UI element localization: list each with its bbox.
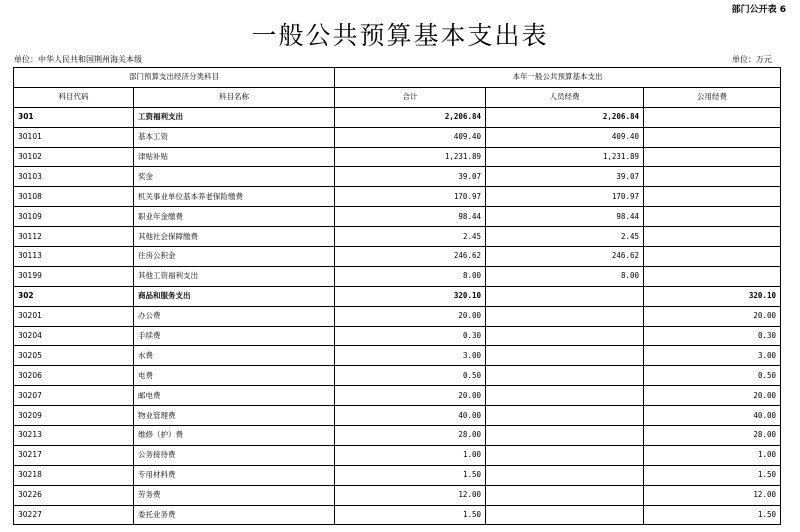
table-row bbox=[14, 107, 781, 127]
table-row bbox=[14, 247, 781, 267]
cell-public: 3.00 bbox=[644, 346, 781, 366]
cell-personnel: 98.44 bbox=[486, 207, 644, 227]
cell-public: 1.50 bbox=[644, 505, 781, 525]
cell-name: 基本工资 bbox=[134, 127, 335, 147]
cell-name: 商品和服务支出 bbox=[134, 286, 335, 306]
cell-public bbox=[644, 147, 781, 167]
cell-public bbox=[644, 107, 781, 127]
cell-code: 30218 bbox=[14, 465, 134, 485]
unit-currency-label: 单位：万元 bbox=[732, 55, 772, 64]
cell-code: 30101 bbox=[14, 127, 134, 147]
table-row bbox=[14, 227, 781, 247]
cell-total: 0.30 bbox=[335, 326, 486, 346]
cell-public: 20.00 bbox=[644, 386, 781, 406]
cell-public: 12.00 bbox=[644, 485, 781, 505]
cell-personnel: 246.62 bbox=[486, 247, 644, 267]
table-row bbox=[14, 426, 781, 446]
group-header-classification: 部门预算支出经济分类科目 bbox=[14, 68, 335, 88]
cell-name: 其他社会保障缴费 bbox=[134, 227, 335, 247]
cell-name: 机关事业单位基本养老保险缴费 bbox=[134, 187, 335, 207]
cell-public: 28.00 bbox=[644, 426, 781, 446]
cell-code: 30205 bbox=[14, 346, 134, 366]
table-number-label: 部门公开表 6 bbox=[731, 5, 786, 15]
cell-personnel bbox=[486, 346, 644, 366]
cell-public: 0.50 bbox=[644, 366, 781, 386]
cell-name: 津贴补贴 bbox=[134, 147, 335, 167]
cell-personnel bbox=[486, 286, 644, 306]
cell-personnel bbox=[486, 465, 644, 485]
cell-total: 3.00 bbox=[335, 346, 486, 366]
unit-organization-label: 单位：中华人民共和国荆州海关本级 bbox=[14, 55, 142, 64]
table-row bbox=[14, 406, 781, 426]
table-column-header-row bbox=[14, 87, 781, 107]
cell-name: 劳务费 bbox=[134, 485, 335, 505]
cell-name: 物业管理费 bbox=[134, 406, 335, 426]
cell-name: 维修（护）费 bbox=[134, 426, 335, 446]
group-header-expenditure: 本年一般公共预算基本支出 bbox=[335, 68, 781, 88]
cell-code: 30207 bbox=[14, 386, 134, 406]
cell-personnel: 2.45 bbox=[486, 227, 644, 247]
cell-total: 1.50 bbox=[335, 505, 486, 525]
cell-code: 30226 bbox=[14, 485, 134, 505]
cell-code: 30102 bbox=[14, 147, 134, 167]
column-header-public: 公用经费 bbox=[644, 87, 781, 107]
table-row bbox=[14, 266, 781, 286]
cell-total: 8.00 bbox=[335, 266, 486, 286]
column-header-name: 科目名称 bbox=[134, 87, 335, 107]
table-row bbox=[14, 386, 781, 406]
table-row bbox=[14, 167, 781, 187]
cell-personnel: 170.97 bbox=[486, 187, 644, 207]
cell-code: 30103 bbox=[14, 167, 134, 187]
column-header-total: 合计 bbox=[335, 87, 486, 107]
table-row bbox=[14, 127, 781, 147]
cell-personnel: 1,231.89 bbox=[486, 147, 644, 167]
cell-name: 电费 bbox=[134, 366, 335, 386]
cell-personnel bbox=[486, 505, 644, 525]
table-row bbox=[14, 465, 781, 485]
cell-name: 工资福利支出 bbox=[134, 107, 335, 127]
table-row bbox=[14, 187, 781, 207]
cell-personnel: 8.00 bbox=[486, 266, 644, 286]
cell-total: 1.00 bbox=[335, 445, 486, 465]
cell-personnel: 409.40 bbox=[486, 127, 644, 147]
cell-public: 20.00 bbox=[644, 306, 781, 326]
table-row bbox=[14, 485, 781, 505]
cell-name: 委托业务费 bbox=[134, 505, 335, 525]
cell-code: 30113 bbox=[14, 247, 134, 267]
cell-name: 邮电费 bbox=[134, 386, 335, 406]
cell-public bbox=[644, 167, 781, 187]
cell-name: 专用材料费 bbox=[134, 465, 335, 485]
cell-personnel bbox=[486, 386, 644, 406]
cell-code: 30209 bbox=[14, 406, 134, 426]
table-row bbox=[14, 326, 781, 346]
cell-public: 40.00 bbox=[644, 406, 781, 426]
cell-total: 20.00 bbox=[335, 306, 486, 326]
cell-name: 办公费 bbox=[134, 306, 335, 326]
column-header-code: 科目代码 bbox=[14, 87, 134, 107]
cell-name: 水费 bbox=[134, 346, 335, 366]
cell-public: 1.00 bbox=[644, 445, 781, 465]
cell-personnel bbox=[486, 426, 644, 446]
cell-code: 30199 bbox=[14, 266, 134, 286]
cell-total: 28.00 bbox=[335, 426, 486, 446]
budget-table bbox=[13, 67, 781, 525]
table-row bbox=[14, 346, 781, 366]
table-row bbox=[14, 306, 781, 326]
cell-total: 1,231.89 bbox=[335, 147, 486, 167]
cell-name: 手续费 bbox=[134, 326, 335, 346]
cell-total: 320.10 bbox=[335, 286, 486, 306]
table-row bbox=[14, 366, 781, 386]
cell-total: 2,206.84 bbox=[335, 107, 486, 127]
cell-total: 20.00 bbox=[335, 386, 486, 406]
table-row bbox=[14, 445, 781, 465]
table-row bbox=[14, 147, 781, 167]
cell-personnel bbox=[486, 406, 644, 426]
cell-personnel bbox=[486, 306, 644, 326]
cell-total: 12.00 bbox=[335, 485, 486, 505]
cell-total: 40.00 bbox=[335, 406, 486, 426]
cell-code: 30201 bbox=[14, 306, 134, 326]
cell-personnel bbox=[486, 366, 644, 386]
cell-name: 奖金 bbox=[134, 167, 335, 187]
column-header-personnel: 人员经费 bbox=[486, 87, 644, 107]
cell-total: 1.50 bbox=[335, 465, 486, 485]
cell-public: 0.30 bbox=[644, 326, 781, 346]
table-group-header-row bbox=[14, 68, 781, 88]
page-title: 一般公共预算基本支出表 bbox=[251, 21, 549, 50]
cell-personnel: 39.07 bbox=[486, 167, 644, 187]
cell-total: 0.50 bbox=[335, 366, 486, 386]
cell-code: 30108 bbox=[14, 187, 134, 207]
cell-personnel: 2,206.84 bbox=[486, 107, 644, 127]
cell-code: 30227 bbox=[14, 505, 134, 525]
cell-personnel bbox=[486, 445, 644, 465]
cell-total: 2.45 bbox=[335, 227, 486, 247]
cell-personnel bbox=[486, 326, 644, 346]
cell-code: 30109 bbox=[14, 207, 134, 227]
cell-code: 30206 bbox=[14, 366, 134, 386]
cell-personnel bbox=[486, 485, 644, 505]
cell-public bbox=[644, 266, 781, 286]
table-row bbox=[14, 286, 781, 306]
cell-public bbox=[644, 247, 781, 267]
cell-total: 39.07 bbox=[335, 167, 486, 187]
cell-public: 320.10 bbox=[644, 286, 781, 306]
cell-public bbox=[644, 207, 781, 227]
cell-code: 30213 bbox=[14, 426, 134, 446]
cell-code: 301 bbox=[14, 107, 134, 127]
cell-code: 30204 bbox=[14, 326, 134, 346]
cell-public: 1.50 bbox=[644, 465, 781, 485]
cell-name: 公务接待费 bbox=[134, 445, 335, 465]
cell-total: 98.44 bbox=[335, 207, 486, 227]
table-row bbox=[14, 207, 781, 227]
cell-total: 246.62 bbox=[335, 247, 486, 267]
cell-total: 170.97 bbox=[335, 187, 486, 207]
cell-public bbox=[644, 187, 781, 207]
cell-code: 302 bbox=[14, 286, 134, 306]
cell-name: 职业年金缴费 bbox=[134, 207, 335, 227]
cell-total: 409.40 bbox=[335, 127, 486, 147]
cell-name: 住房公积金 bbox=[134, 247, 335, 267]
cell-name: 其他工资福利支出 bbox=[134, 266, 335, 286]
cell-code: 30112 bbox=[14, 227, 134, 247]
cell-public bbox=[644, 227, 781, 247]
cell-public bbox=[644, 127, 781, 147]
table-row bbox=[14, 505, 781, 525]
cell-code: 30217 bbox=[14, 445, 134, 465]
